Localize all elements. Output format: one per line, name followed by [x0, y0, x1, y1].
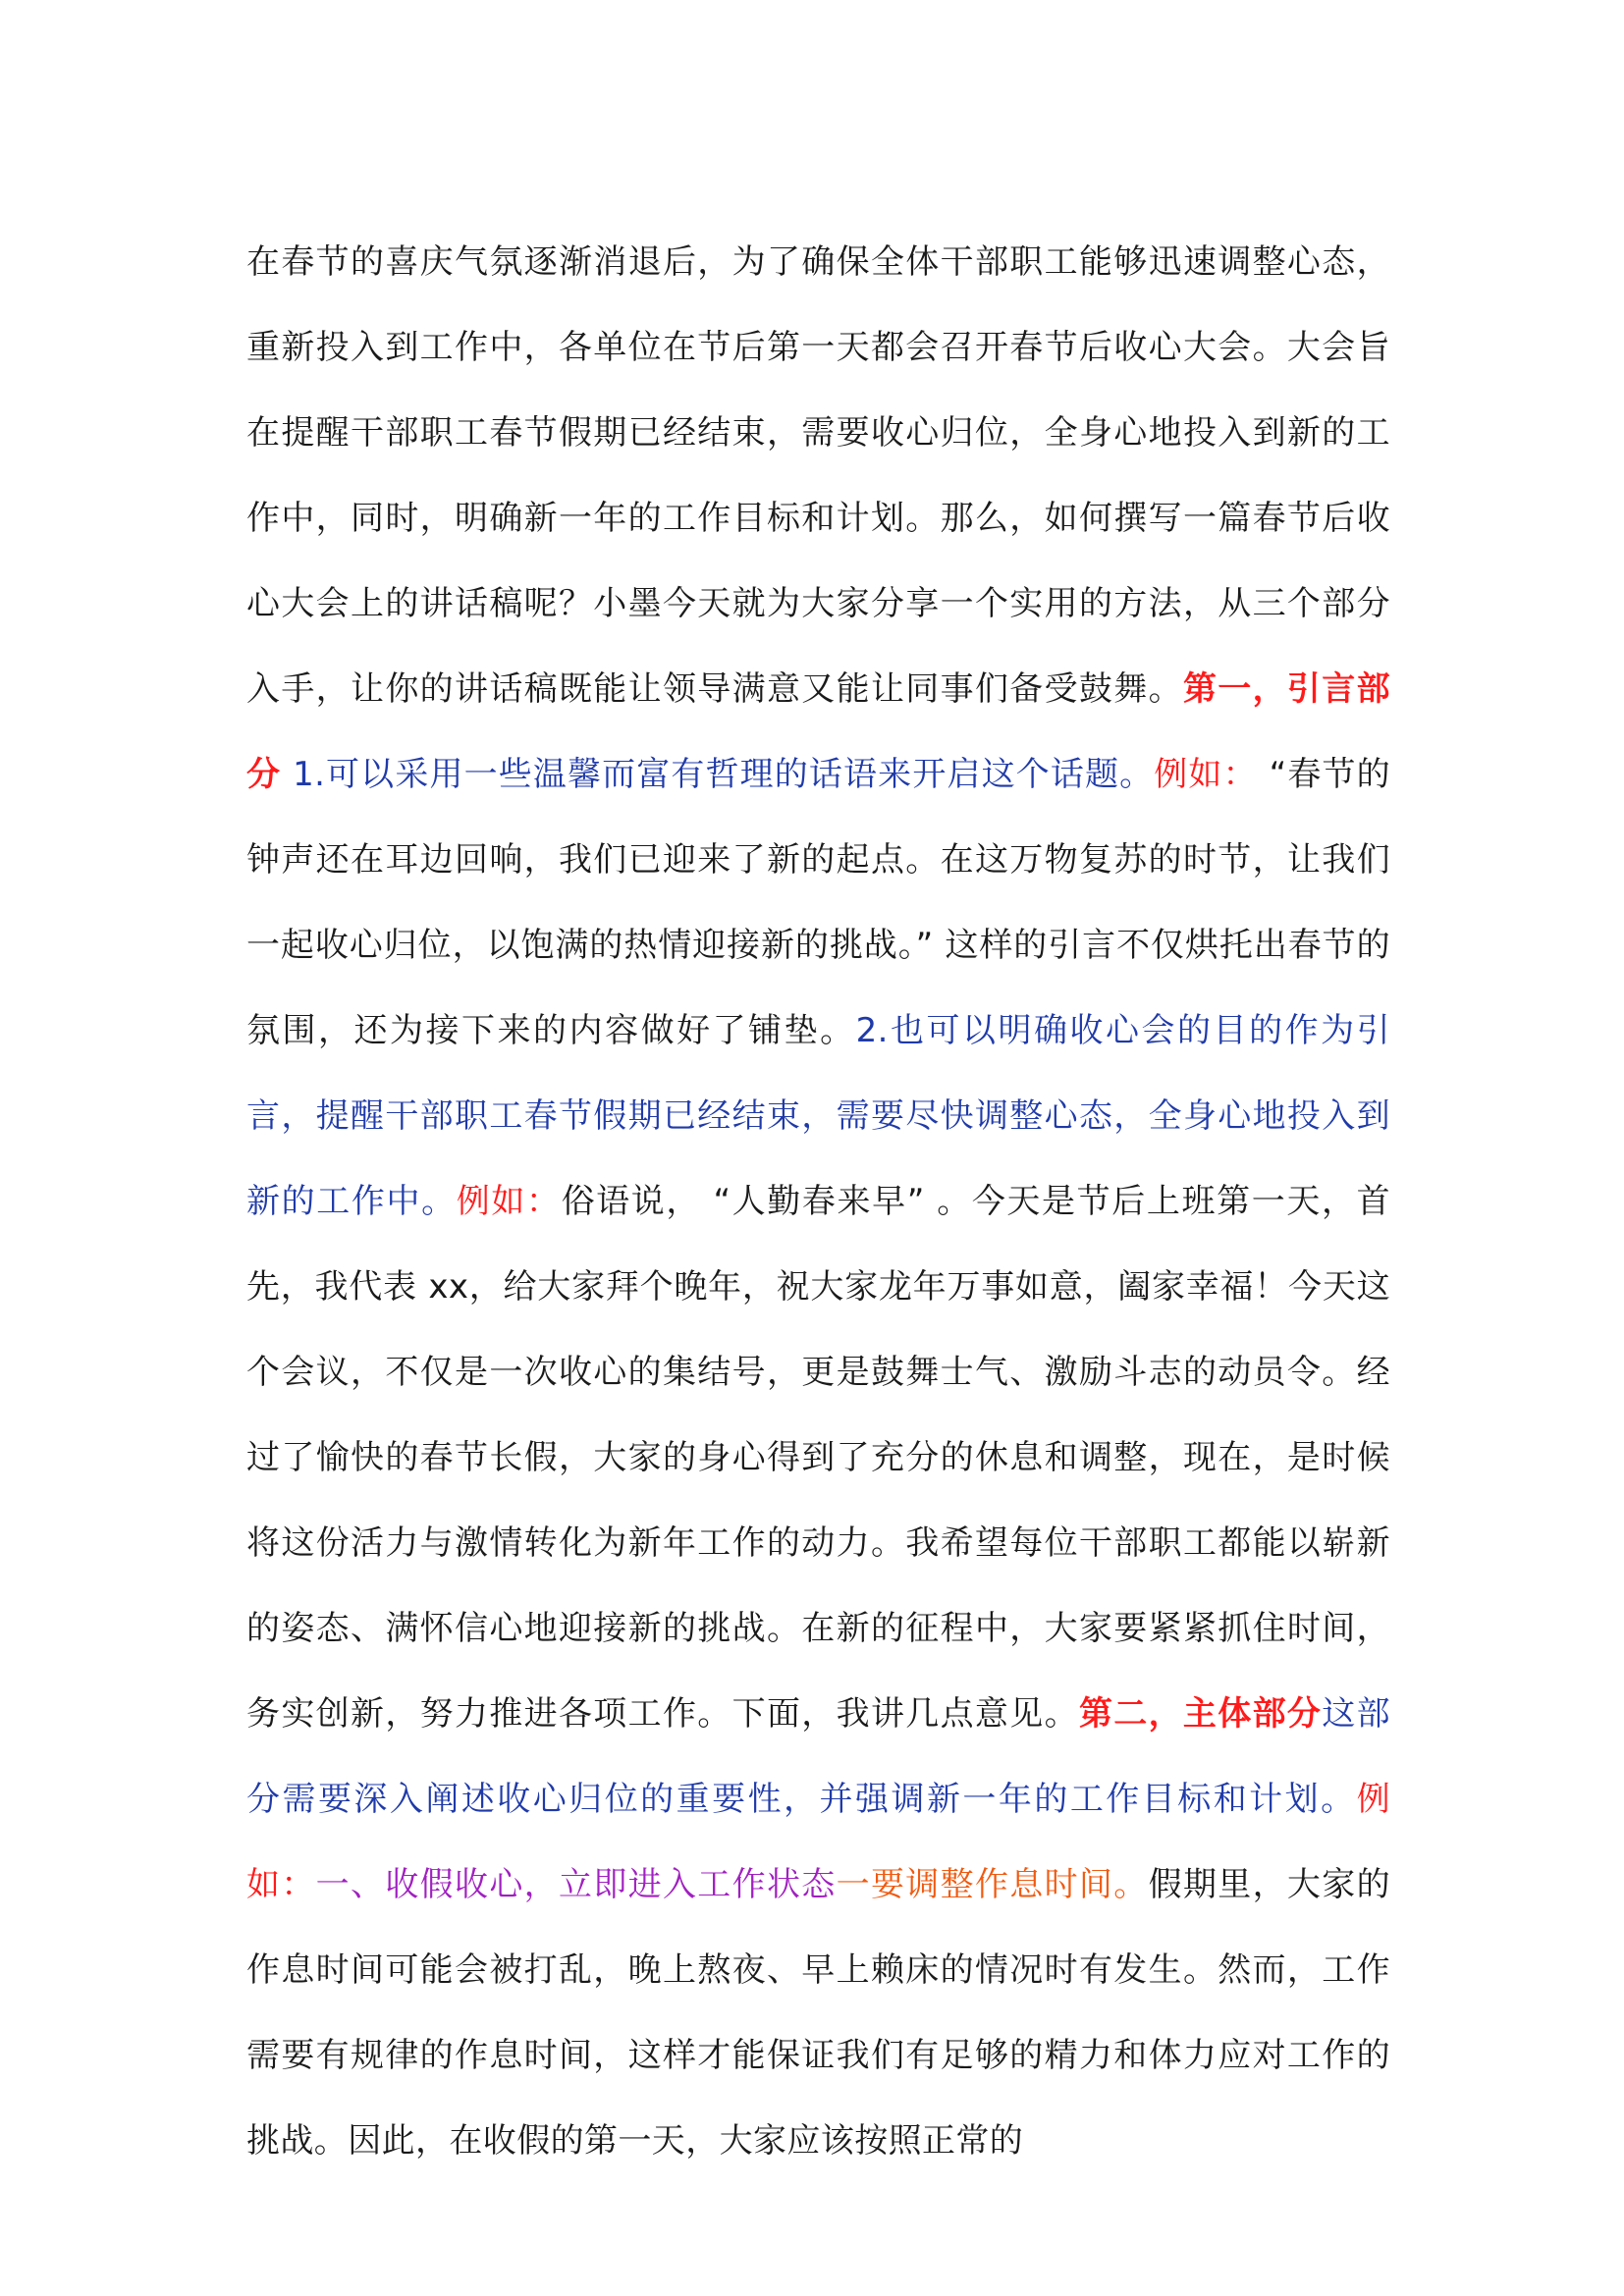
- subheading-item-1: 一、收假收心，立即进入工作状态: [315, 1865, 837, 1904]
- example-label: 例如：: [246, 1780, 1390, 1904]
- example-label: 例如：: [456, 1182, 562, 1221]
- example-label: 例如：: [1154, 755, 1258, 794]
- body-paragraph: [246, 220, 1390, 2184]
- method-note-2: 2.也可以明确收心会的目的作为引言，提醒干部职工春节假期已经结束，需要尽快调整心态，全身心地投入到新的工作中。: [246, 1011, 1390, 1221]
- subpoint-heading: 一要调整作息时间。: [836, 1865, 1149, 1904]
- example-text-2: 俗语说， “人勤春来早” 。今天是节后上班第一天，首先，我代表 xx，给大家拜个晚年，祝大家龙年万事如意，阖家幸福！今天这个会议，不仅是一次收心的集结号，更是鼓舞士气、激励斗志的动员令。经过了愉快的春节长假，大家的身心得到了充分的休息和调整，现在，是时候将这份活力与激情转化为新年工作的动力。我希望每位干部职工都能以崭新的姿态、满怀信心地迎接新的挑战。在新的征程中，大家要紧紧抓住时间，务实创新，努力推进各项工作。下面，我讲几点意见。: [246, 1182, 1390, 1734]
- subpoint-text: 假期里，大家的作息时间可能会被打乱，晚上熬夜、早上赖床的情况时有发生。然而，工作需要有规律的作息时间，这样才能保证我们有足够的精力和体力应对工作的挑战。因此，在收假的第一天，大家应该按照正常的: [246, 1865, 1390, 2161]
- method-note-3: 这部分需要深入阐述收心归位的重要性，并强调新一年的工作目标和计划。: [246, 1694, 1390, 1819]
- method-note-1: 1.可以采用一些温馨而富有哲理的话语来开启这个话题。: [281, 755, 1155, 794]
- section-heading-body: 第二，主体部分: [1078, 1694, 1323, 1734]
- intro-text: 在春节的喜庆气氛逐渐消退后，为了确保全体干部职工能够迅速调整心态，重新投入到工作中，各单位在节后第一天都会召开春节后收心大会。大会旨在提醒干部职工春节假期已经结束，需要收心归位，全身心地投入到新的工作中，同时，明确新一年的工作目标和计划。那么，如何撰写一篇春节后收心大会上的讲话稿呢？小墨今天就为大家分享一个实用的方法，从三个部分入手，让你的讲话稿既能让领导满意又能让同事们备受鼓舞。: [246, 242, 1390, 709]
- example-text-1: “春节的钟声还在耳边回响，我们已迎来了新的起点。在这万物复苏的时节，让我们一起收心归位，以饱满的热情迎接新的挑战。” 这样的引言不仅烘托出春节的氛围，还为接下来的内容做好了铺垫。: [246, 755, 1391, 1050]
- section-heading-intro: 第一，引言部分: [246, 669, 1390, 794]
